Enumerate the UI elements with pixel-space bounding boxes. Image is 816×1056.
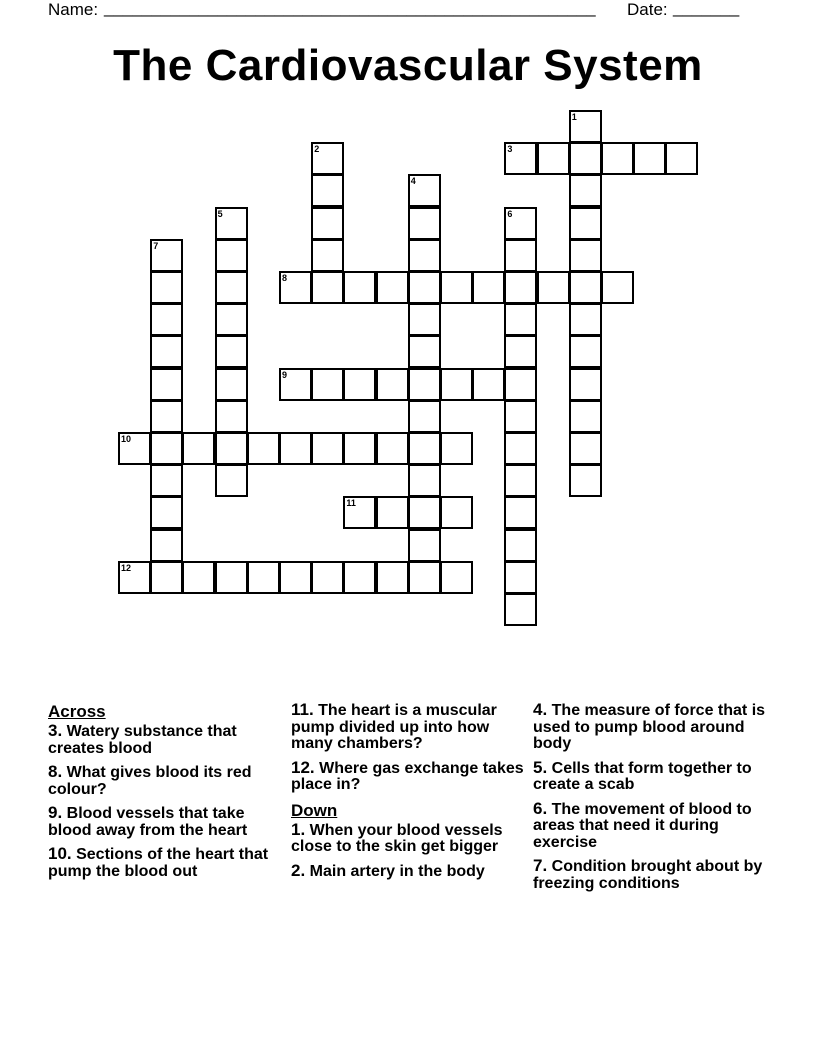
crossword-cell[interactable] — [601, 142, 634, 175]
clue-number: 10. — [48, 844, 72, 863]
clue-number: 1. — [291, 819, 306, 839]
crossword-cell[interactable] — [665, 142, 698, 175]
clue-number: 5. — [533, 757, 548, 777]
clue-number: 12. — [291, 757, 315, 777]
crossword-cell[interactable] — [343, 561, 376, 594]
crossword-cell[interactable] — [569, 303, 602, 336]
crossword-cell[interactable] — [408, 561, 441, 594]
crossword-cell[interactable] — [150, 303, 183, 336]
crossword-cell[interactable] — [311, 207, 344, 240]
crossword-cell[interactable] — [408, 529, 441, 562]
crossword-cell[interactable] — [504, 335, 537, 368]
clue-down-6 — [533, 798, 773, 852]
crossword-cell[interactable] — [504, 239, 537, 272]
crossword-cell[interactable] — [311, 271, 344, 304]
crossword-cell[interactable] — [408, 271, 441, 304]
clue-across-11 — [291, 702, 527, 753]
cell-number: 11 — [346, 498, 356, 509]
crossword-cell[interactable] — [311, 174, 344, 207]
crossword-cell[interactable] — [408, 400, 441, 433]
crossword-cell[interactable] — [215, 271, 248, 304]
crossword-cell[interactable] — [215, 400, 248, 433]
cell-number: 9 — [282, 369, 288, 380]
crossword-cell[interactable] — [311, 239, 344, 272]
clue-text: Condition brought about by freezing conditions — [533, 858, 763, 892]
crossword-cell[interactable] — [569, 335, 602, 368]
clue-text: Watery substance that creates blood — [48, 723, 237, 757]
clue-text: Blood vessels that take blood away from the heart — [48, 805, 248, 839]
crossword-cell[interactable] — [440, 271, 473, 304]
cell-number: 5 — [217, 208, 223, 219]
crossword-cell[interactable] — [311, 432, 344, 465]
crossword-cell[interactable] — [440, 496, 473, 529]
crossword-cell[interactable] — [504, 529, 537, 562]
crossword-cell[interactable] — [150, 368, 183, 401]
clue-column-3 — [533, 702, 773, 899]
name-label: Name: — [48, 0, 99, 19]
cell-number: 10 — [121, 434, 132, 444]
clue-down-5 — [533, 757, 773, 794]
clue-text: What gives blood its red colour? — [48, 764, 252, 798]
crossword-cell[interactable] — [343, 432, 376, 465]
crossword-cell[interactable] — [343, 368, 376, 401]
crossword-cell[interactable] — [504, 368, 537, 401]
cell-number: 3 — [507, 144, 513, 155]
clue-across-12 — [291, 757, 527, 794]
clue-column-1 — [48, 702, 284, 887]
crossword-cell[interactable] — [215, 464, 248, 497]
clue-column-2 — [291, 702, 527, 887]
crossword-cell[interactable] — [150, 464, 183, 497]
crossword-cell[interactable] — [408, 496, 441, 529]
clue-text: Sections of the heart that pump the blood out — [48, 846, 269, 880]
crossword-cell[interactable] — [504, 432, 537, 465]
clue-across-9 — [48, 805, 284, 839]
clue-text: The measure of force that is used to pump blood around body — [533, 702, 766, 752]
crossword-cell[interactable] — [376, 496, 409, 529]
clue-down-7 — [533, 858, 773, 892]
date-label: Date: — [627, 0, 668, 19]
crossword-cell[interactable] — [182, 561, 215, 594]
crossword-cell[interactable] — [150, 561, 183, 594]
cell-number: 7 — [153, 240, 159, 251]
crossword-cell[interactable] — [279, 561, 312, 594]
crossword-cell[interactable] — [569, 142, 602, 175]
crossword-cell[interactable] — [408, 207, 441, 240]
crossword-cell[interactable] — [569, 239, 602, 272]
crossword-cell[interactable] — [537, 142, 570, 175]
crossword-cell[interactable] — [150, 529, 183, 562]
crossword-cell[interactable] — [504, 496, 537, 529]
crossword-cell[interactable] — [440, 368, 473, 401]
crossword-cell[interactable] — [504, 303, 537, 336]
crossword-cell[interactable] — [569, 271, 602, 304]
crossword-cell[interactable] — [215, 303, 248, 336]
crossword-cell[interactable] — [343, 271, 376, 304]
crossword-cell[interactable] — [247, 561, 280, 594]
crossword-cell[interactable] — [408, 432, 441, 465]
crossword-cell[interactable] — [504, 400, 537, 433]
crossword-cell[interactable] — [150, 432, 183, 465]
crossword-cell[interactable] — [569, 432, 602, 465]
clue-text: Main artery in the body — [309, 862, 485, 880]
clue-down-1 — [291, 819, 527, 856]
cell-number: 1 — [571, 112, 577, 122]
crossword-cell[interactable] — [408, 303, 441, 336]
crossword-cell[interactable] — [247, 432, 280, 465]
crossword-cell[interactable] — [376, 432, 409, 465]
crossword-cell[interactable] — [150, 335, 183, 368]
crossword-cell[interactable] — [472, 368, 505, 401]
crossword-cell[interactable] — [182, 432, 215, 465]
page-title: The Cardiovascular System — [113, 41, 703, 90]
crossword-cell[interactable] — [215, 432, 248, 465]
crossword-cell[interactable] — [569, 464, 602, 497]
crossword-cell[interactable] — [215, 335, 248, 368]
crossword-cell[interactable] — [408, 368, 441, 401]
crossword-cell[interactable] — [569, 368, 602, 401]
date-line[interactable]: _______ — [673, 0, 740, 17]
clue-across-10 — [48, 846, 284, 880]
clue-text: The movement of blood to areas that need it during exercise — [533, 800, 752, 851]
crossword-cell[interactable] — [150, 496, 183, 529]
crossword-cell[interactable] — [440, 561, 473, 594]
crossword-cell[interactable] — [440, 432, 473, 465]
crossword-cell[interactable] — [150, 400, 183, 433]
clue-number: 2. — [291, 860, 306, 880]
clue-number: 3. — [48, 721, 63, 740]
crossword-cell[interactable] — [215, 561, 248, 594]
crossword-cell[interactable] — [215, 239, 248, 272]
crossword-cell[interactable] — [376, 368, 409, 401]
crossword-cell[interactable] — [601, 271, 634, 304]
clue-text: Where gas exchange takes place in? — [291, 759, 524, 793]
name-line[interactable]: ____________________________________________________ — [104, 0, 596, 17]
cell-number: 6 — [507, 208, 513, 219]
clue-text: Cells that form together to create a scab — [533, 759, 752, 793]
clue-text: The heart is a muscular pump divided up into how many chambers? — [291, 702, 497, 752]
clue-down-2 — [291, 860, 527, 881]
crossword-cell[interactable] — [279, 432, 312, 465]
clue-number: 7. — [533, 856, 548, 875]
clue-number: 9. — [48, 803, 63, 822]
crossword-cell[interactable] — [215, 368, 248, 401]
crossword-cell[interactable] — [569, 400, 602, 433]
cell-number: 4 — [410, 176, 416, 187]
clue-number: 4. — [533, 700, 548, 719]
crossword-cell[interactable] — [504, 464, 537, 497]
clue-text: When your blood vessels close to the skin get bigger — [291, 821, 503, 855]
crossword-cell[interactable] — [569, 207, 602, 240]
clue-down-4 — [533, 702, 773, 753]
crossword-cell[interactable] — [311, 368, 344, 401]
clue-number: 8. — [48, 762, 63, 781]
crossword-cell[interactable] — [537, 271, 570, 304]
clue-number: 6. — [533, 798, 548, 818]
clue-across-3 — [48, 723, 284, 757]
down-heading: Down — [291, 800, 338, 820]
clue-number: 11. — [291, 700, 314, 719]
crossword-cell[interactable] — [311, 561, 344, 594]
crossword-cell[interactable] — [376, 561, 409, 594]
cell-number: 8 — [282, 273, 288, 283]
crossword-cell[interactable] — [376, 271, 409, 304]
crossword-cell[interactable] — [150, 271, 183, 304]
cell-number: 12 — [121, 562, 132, 573]
across-heading: Across — [48, 702, 106, 721]
crossword-cell[interactable] — [472, 271, 505, 304]
crossword-cell[interactable] — [408, 335, 441, 368]
crossword-cell[interactable] — [504, 561, 537, 594]
crossword-cell[interactable] — [408, 239, 441, 272]
crossword-cell[interactable] — [504, 593, 537, 626]
crossword-cell[interactable] — [569, 174, 602, 207]
crossword-cell[interactable] — [633, 142, 666, 175]
crossword-cell[interactable] — [408, 464, 441, 497]
cell-number: 2 — [314, 144, 320, 155]
crossword-cell[interactable] — [504, 271, 537, 304]
clue-across-8 — [48, 764, 284, 798]
